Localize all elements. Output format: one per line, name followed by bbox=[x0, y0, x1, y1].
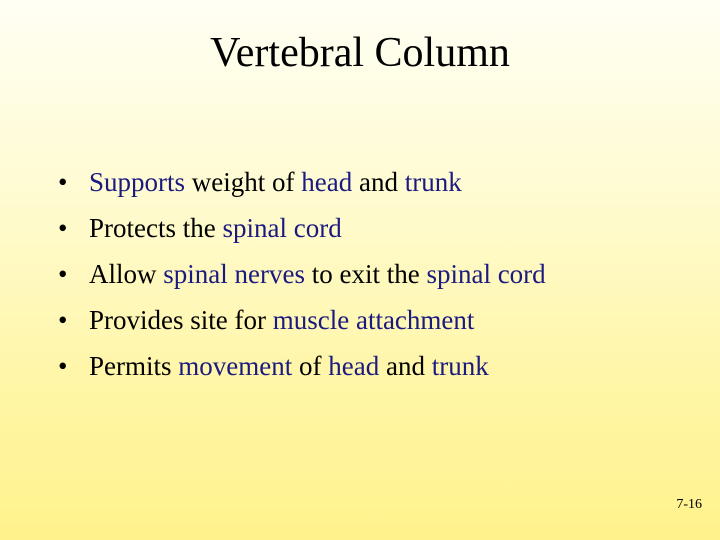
plain-text: Allow bbox=[89, 259, 164, 289]
bullet-icon: • bbox=[58, 259, 68, 289]
keyword-text: head bbox=[301, 167, 353, 197]
bullet-text bbox=[89, 208, 342, 248]
keyword-text: muscle attachment bbox=[272, 305, 475, 335]
plain-text: of bbox=[292, 351, 329, 381]
keyword-text: Supports bbox=[89, 167, 186, 197]
keyword-text: spinal nerves bbox=[163, 259, 305, 289]
bullet-icon: • bbox=[58, 167, 68, 197]
plain-text: to exit the bbox=[304, 259, 427, 289]
page-number: 7-16 bbox=[676, 497, 702, 512]
bullet-text bbox=[89, 254, 546, 294]
bullet-text bbox=[89, 162, 462, 202]
plain-text: Provides site for bbox=[89, 305, 273, 335]
plain-text: Permits bbox=[89, 351, 179, 381]
keyword-text: trunk bbox=[431, 351, 489, 381]
bullet-icon: • bbox=[58, 351, 68, 381]
plain-text: Protects the bbox=[89, 213, 223, 243]
plain-text: weight of bbox=[185, 167, 302, 197]
bullet-text bbox=[89, 300, 474, 340]
bullet-icon: • bbox=[58, 305, 68, 335]
plain-text: and bbox=[379, 351, 432, 381]
keyword-text: trunk bbox=[404, 167, 462, 197]
keyword-text: movement bbox=[178, 351, 293, 381]
bullet-text bbox=[89, 346, 489, 386]
keyword-text: head bbox=[328, 351, 380, 381]
slide-title: Vertebral Column bbox=[210, 30, 510, 76]
bullet-icon: • bbox=[58, 213, 68, 243]
keyword-text: spinal cord bbox=[426, 259, 546, 289]
plain-text: and bbox=[352, 167, 405, 197]
keyword-text: spinal cord bbox=[222, 213, 342, 243]
